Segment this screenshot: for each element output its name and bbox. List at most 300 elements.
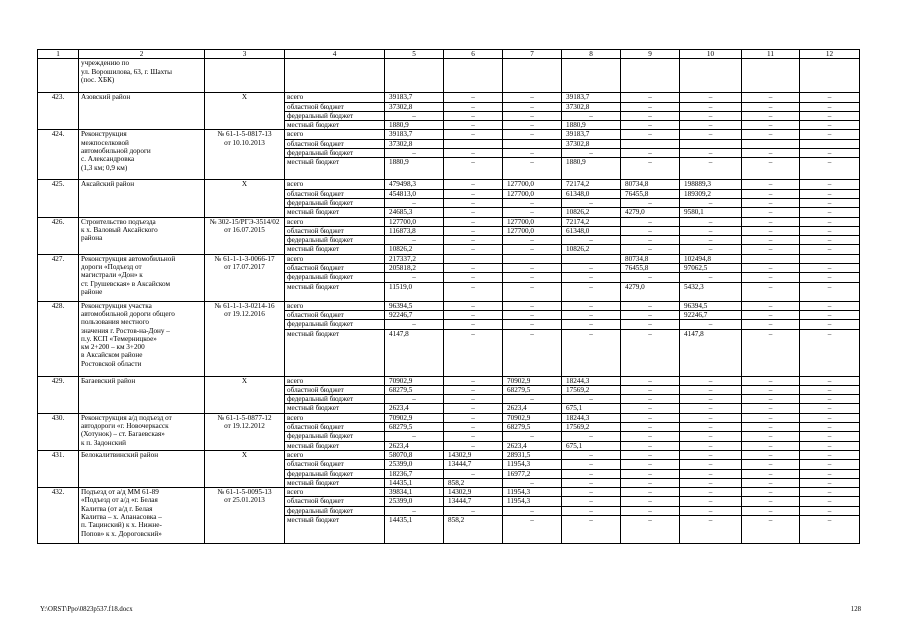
amount-cell: – [503,236,562,245]
amount-cell: – [680,121,742,130]
continuation-row [38,59,860,93]
amount-cell: – [562,282,621,301]
column-number: 8 [562,50,621,59]
amount-cell: 1880,9 [562,158,621,180]
amount-cell: – [503,273,562,282]
amount-cell: 10826,2 [562,208,621,217]
amount-cell: – [562,320,621,329]
funding-source-cell: местный бюджет [285,515,385,543]
amount-cell: – [503,208,562,217]
row-number-cell: 427. [38,254,79,301]
funding-source-cell: областной бюджет [285,497,385,506]
amount-cell: – [742,121,800,130]
amount-cell: – [503,282,562,301]
funding-source-cell: всего [285,130,385,139]
row-number-cell: 428. [38,301,79,376]
amount-cell: 37302,8 [562,139,621,148]
amount-cell: 24685,3 [385,208,444,217]
table-row [38,376,860,385]
amount-cell: – [621,423,680,432]
amount-cell: 10826,2 [562,245,621,254]
amount-cell: – [444,310,503,319]
amount-cell: – [742,149,800,158]
funding-source-cell: областной бюджет [285,264,385,273]
funding-source-cell: федеральный бюджет [285,506,385,515]
funding-source-cell: местный бюджет [285,329,385,376]
amount-cell: – [800,506,860,515]
amount-cell: 13444,7 [444,460,503,469]
amount-cell: – [800,158,860,180]
funding-source-cell: областной бюджет [285,102,385,111]
amount-cell: – [385,236,444,245]
document-number-cell: № 61-1-1-3-0214-16 от 19.12.2016 [205,301,285,376]
amount-cell: – [562,236,621,245]
amount-cell [742,254,800,263]
amount-cell: – [742,404,800,413]
amount-cell: 68279,5 [385,385,444,394]
amount-cell: 18244,3 [562,413,621,422]
amount-cell: 17569,2 [562,385,621,394]
amount-cell: – [680,320,742,329]
amount-cell [503,254,562,263]
amount-cell: 70902,9 [503,376,562,385]
amount-cell: – [621,506,680,515]
amount-cell: – [742,226,800,235]
amount-cell: – [444,149,503,158]
funding-source-cell: местный бюджет [285,245,385,254]
amount-cell: 18244,3 [562,376,621,385]
document-number-cell: Х [205,376,285,413]
amount-cell: – [800,264,860,273]
amount-cell [800,139,860,148]
amount-cell: – [800,121,860,130]
amount-cell: – [800,208,860,217]
row-number-cell [38,59,79,93]
column-number: 4 [285,50,385,59]
amount-cell: – [800,413,860,422]
amount-cell: – [444,217,503,226]
amount-cell: – [503,158,562,180]
amount-cell: – [742,301,800,310]
object-name-cell: Азовский район [79,93,205,130]
amount-cell: – [503,329,562,376]
amount-cell: – [742,506,800,515]
funding-source-cell: федеральный бюджет [285,236,385,245]
amount-cell: – [444,226,503,235]
amount-cell: 25399,0 [385,497,444,506]
amount-cell: – [742,413,800,422]
amount-cell: – [621,226,680,235]
amount-cell: – [800,423,860,432]
amount-cell: – [680,497,742,506]
amount-cell: – [680,460,742,469]
amount-cell: – [503,301,562,310]
amount-cell: – [621,450,680,459]
amount-cell: – [444,130,503,139]
amount-cell: – [680,423,742,432]
funding-source-cell: всего [285,301,385,310]
amount-cell: – [800,310,860,319]
amount-cell: 96394,5 [680,301,742,310]
amount-cell: – [800,478,860,487]
funding-source-cell: местный бюджет [285,158,385,180]
column-number: 9 [621,50,680,59]
amount-cell: – [621,130,680,139]
amount-cell: – [562,450,621,459]
table-row [38,413,860,422]
amount-cell: 2623,4 [503,404,562,413]
amount-cell: – [562,198,621,207]
empty-cell [680,59,742,93]
amount-cell: – [680,236,742,245]
amount-cell: – [385,395,444,404]
amount-cell: – [680,404,742,413]
amount-cell: – [800,236,860,245]
amount-cell: – [562,310,621,319]
object-name-cell: Аксайский район [79,180,205,217]
row-number-cell: 424. [38,130,79,180]
table-body [38,50,860,544]
amount-cell: – [444,198,503,207]
amount-cell: 4279,0 [621,208,680,217]
amount-cell [742,139,800,148]
amount-cell: – [621,301,680,310]
amount-cell: – [800,273,860,282]
funding-source-cell: местный бюджет [285,441,385,450]
table-row [38,93,860,102]
amount-cell: 205818,2 [385,264,444,273]
amount-cell: 9580,1 [680,208,742,217]
amount-cell: – [503,149,562,158]
amount-cell: – [444,158,503,180]
amount-cell: – [444,432,503,441]
amount-cell: – [444,264,503,273]
object-name-cell: Строительство подъезда к х. Валовый Аксайского района [79,217,205,254]
amount-cell: – [800,198,860,207]
amount-cell: – [680,149,742,158]
object-name-cell: Реконструкция автомобильной дороги «Подъезд от магистрали «Дон» к ст. Грушевская» в Аксайском районе [79,254,205,301]
funding-source-cell: всего [285,254,385,263]
amount-cell: – [444,93,503,102]
empty-cell [800,59,860,93]
column-number: 1 [38,50,79,59]
amount-cell: – [503,432,562,441]
amount-cell: – [562,497,621,506]
object-name-cell: Реконструкция участка автомобильной дороги общего пользования местного значения г. Ростов-на-Дону – п.у. КСП «Темерницкое» км 2+200 – км 3+200 в Аксайском районе Ростовской области [79,301,205,376]
amount-cell: – [800,460,860,469]
amount-cell: 4147,8 [385,329,444,376]
amount-cell: 58070,8 [385,450,444,459]
amount-cell: – [444,413,503,422]
funding-source-cell: всего [285,180,385,189]
amount-cell: 102494,8 [680,254,742,263]
funding-source-cell: областной бюджет [285,385,385,394]
amount-cell: – [562,506,621,515]
amount-cell: – [621,93,680,102]
amount-cell: – [444,189,503,198]
amount-cell: 2623,4 [385,404,444,413]
funding-source-cell: всего [285,488,385,497]
row-number-cell: 430. [38,413,79,450]
amount-cell: 127700,0 [503,189,562,198]
funding-source-cell: областной бюджет [285,423,385,432]
amount-cell: – [800,189,860,198]
amount-cell: – [742,208,800,217]
funding-source-cell: областной бюджет [285,310,385,319]
amount-cell: – [680,102,742,111]
amount-cell: – [800,320,860,329]
amount-cell: – [680,441,742,450]
amount-cell: – [800,93,860,102]
object-name-cell: Реконструкция межпоселковой автомобильной дороги с. Александровка (1,3 км; 0,9 км) [79,130,205,180]
amount-cell: 96394,5 [385,301,444,310]
amount-cell: – [742,432,800,441]
amount-cell [800,254,860,263]
amount-cell: – [503,198,562,207]
amount-cell: – [503,111,562,120]
amount-cell: – [621,404,680,413]
amount-cell: – [800,282,860,301]
funding-source-cell: всего [285,93,385,102]
column-number: 10 [680,50,742,59]
amount-cell: – [800,395,860,404]
amount-cell: – [800,515,860,543]
amount-cell: – [562,329,621,376]
amount-cell: 14302,9 [444,488,503,497]
amount-cell: 25399,0 [385,460,444,469]
funding-source-cell: областной бюджет [285,189,385,198]
amount-cell: – [680,432,742,441]
amount-cell: 4279,0 [621,282,680,301]
amount-cell: – [800,432,860,441]
object-name-cell: Белокалитвинский район [79,450,205,487]
amount-cell: – [621,158,680,180]
column-number: 6 [444,50,503,59]
amount-cell: – [621,488,680,497]
amount-cell: 39183,7 [562,93,621,102]
amount-cell: – [742,460,800,469]
funding-source-cell: федеральный бюджет [285,469,385,478]
amount-cell: – [742,282,800,301]
amount-cell: 76455,8 [621,189,680,198]
amount-cell: – [800,404,860,413]
table-row [38,254,860,263]
amount-cell: 68279,5 [503,423,562,432]
funding-source-cell: федеральный бюджет [285,111,385,120]
amount-cell: 675,1 [562,404,621,413]
amount-cell: – [621,149,680,158]
amount-cell: – [742,93,800,102]
amount-cell: – [444,469,503,478]
funding-source-cell: федеральный бюджет [285,273,385,282]
amount-cell: – [742,158,800,180]
amount-cell: – [742,217,800,226]
amount-cell: 72174,2 [562,217,621,226]
amount-cell: – [503,245,562,254]
amount-cell: – [621,515,680,543]
amount-cell: 14435,1 [385,478,444,487]
document-number-cell: Х [205,450,285,487]
funding-source-cell: областной бюджет [285,460,385,469]
amount-cell: – [800,130,860,139]
amount-cell: 5432,3 [680,282,742,301]
empty-cell [503,59,562,93]
amount-cell: – [621,385,680,394]
amount-cell: 198889,3 [680,180,742,189]
amount-cell: – [503,102,562,111]
funding-source-cell: федеральный бюджет [285,395,385,404]
amount-cell: – [742,198,800,207]
amount-cell: – [800,102,860,111]
amount-cell: – [444,385,503,394]
amount-cell: – [503,506,562,515]
funding-source-cell: местный бюджет [285,404,385,413]
amount-cell: 18236,7 [385,469,444,478]
funding-source-cell: федеральный бюджет [285,320,385,329]
amount-cell: 70902,9 [385,413,444,422]
amount-cell: – [742,469,800,478]
amount-cell: 116873,8 [385,226,444,235]
column-number: 11 [742,50,800,59]
amount-cell: 68279,5 [503,385,562,394]
table-row [38,180,860,189]
amount-cell: – [800,497,860,506]
table-row [38,301,860,310]
amount-cell: – [742,111,800,120]
amount-cell: 2623,4 [385,441,444,450]
amount-cell: – [503,130,562,139]
amount-cell: – [680,413,742,422]
amount-cell: – [503,310,562,319]
amount-cell [680,139,742,148]
amount-cell: – [621,395,680,404]
amount-cell: – [621,469,680,478]
amount-cell: – [444,282,503,301]
amount-cell: – [800,149,860,158]
funding-source-cell: областной бюджет [285,139,385,148]
amount-cell: 92246,7 [680,310,742,319]
document-number-cell: № 61-1-1-3-0066-17 от 17.07.2017 [205,254,285,301]
document-number-cell: № 61-1-5-0817-13 от 10.10.2013 [205,130,285,180]
amount-cell: – [742,441,800,450]
table-row [38,450,860,459]
amount-cell: – [680,111,742,120]
amount-cell: – [742,130,800,139]
column-number-row [38,50,860,59]
column-number: 5 [385,50,444,59]
amount-cell: 70902,9 [385,376,444,385]
amount-cell: – [800,376,860,385]
amount-cell [621,139,680,148]
amount-cell: – [680,245,742,254]
row-number-cell: 431. [38,450,79,487]
amount-cell: 39183,7 [385,93,444,102]
amount-cell: – [742,273,800,282]
amount-cell: – [562,149,621,158]
amount-cell: – [562,264,621,273]
amount-cell: 675,1 [562,441,621,450]
amount-cell: 80734,8 [621,254,680,263]
object-name-cell: учреждению по ул. Ворошилова, 63, г. Шахты (пос. ХБК) [79,59,205,93]
amount-cell: 37302,8 [562,102,621,111]
amount-cell: 97062,5 [680,264,742,273]
amount-cell: – [742,478,800,487]
amount-cell: 1880,9 [385,121,444,130]
amount-cell: 28931,5 [503,450,562,459]
document-number-cell: № 61-1-5-0095-13 от 25.01.2013 [205,488,285,544]
amount-cell: – [444,441,503,450]
footer-file-path: Y:\ORST\Ppo\0823p537.f18.docx [40,606,133,613]
amount-cell: – [742,180,800,189]
row-number-cell: 426. [38,217,79,254]
amount-cell: – [742,310,800,319]
amount-cell: – [385,149,444,158]
amount-cell: – [503,478,562,487]
amount-cell: – [444,376,503,385]
amount-cell: – [562,273,621,282]
amount-cell: – [680,376,742,385]
amount-cell [562,254,621,263]
amount-cell: – [680,478,742,487]
amount-cell: – [444,423,503,432]
amount-cell: – [742,236,800,245]
amount-cell: – [800,217,860,226]
amount-cell: 61348,0 [562,226,621,235]
amount-cell: 2623,4 [503,441,562,450]
amount-cell: 1880,9 [385,158,444,180]
amount-cell: – [503,395,562,404]
empty-cell [285,59,385,93]
amount-cell: – [742,329,800,376]
amount-cell [444,254,503,263]
amount-cell: – [680,273,742,282]
amount-cell: – [562,432,621,441]
amount-cell: 4147,8 [680,329,742,376]
amount-cell: – [680,385,742,394]
column-number: 2 [79,50,205,59]
amount-cell: – [503,515,562,543]
amount-cell: 858,2 [444,478,503,487]
amount-cell: – [562,469,621,478]
amount-cell: – [680,395,742,404]
amount-cell: – [680,450,742,459]
amount-cell: 127700,0 [385,217,444,226]
amount-cell: – [385,320,444,329]
amount-cell: – [621,121,680,130]
amount-cell: 11954,3 [503,460,562,469]
amount-cell: – [444,121,503,130]
amount-cell: – [385,273,444,282]
amount-cell: – [621,441,680,450]
row-number-cell: 423. [38,93,79,130]
funding-source-cell: областной бюджет [285,226,385,235]
amount-cell: – [800,301,860,310]
table-row [38,488,860,497]
amount-cell: 11954,3 [503,488,562,497]
amount-cell: – [800,385,860,394]
amount-cell: – [503,121,562,130]
amount-cell: – [562,488,621,497]
amount-cell: 127700,0 [503,217,562,226]
amount-cell [503,139,562,148]
amount-cell: – [621,460,680,469]
amount-cell: – [444,111,503,120]
object-name-cell: Подъезд от а/д ММ 61-89 «Подъезд от а/д «г. Белая Калитва (от а/д г. Белая Калитва – х. Апанасовка – п. Тацинский) к х. Нижне- Попов» к х. Дороговский» [79,488,205,544]
amount-cell: – [800,450,860,459]
amount-cell: – [621,413,680,422]
empty-cell [205,59,285,93]
row-number-cell: 425. [38,180,79,217]
